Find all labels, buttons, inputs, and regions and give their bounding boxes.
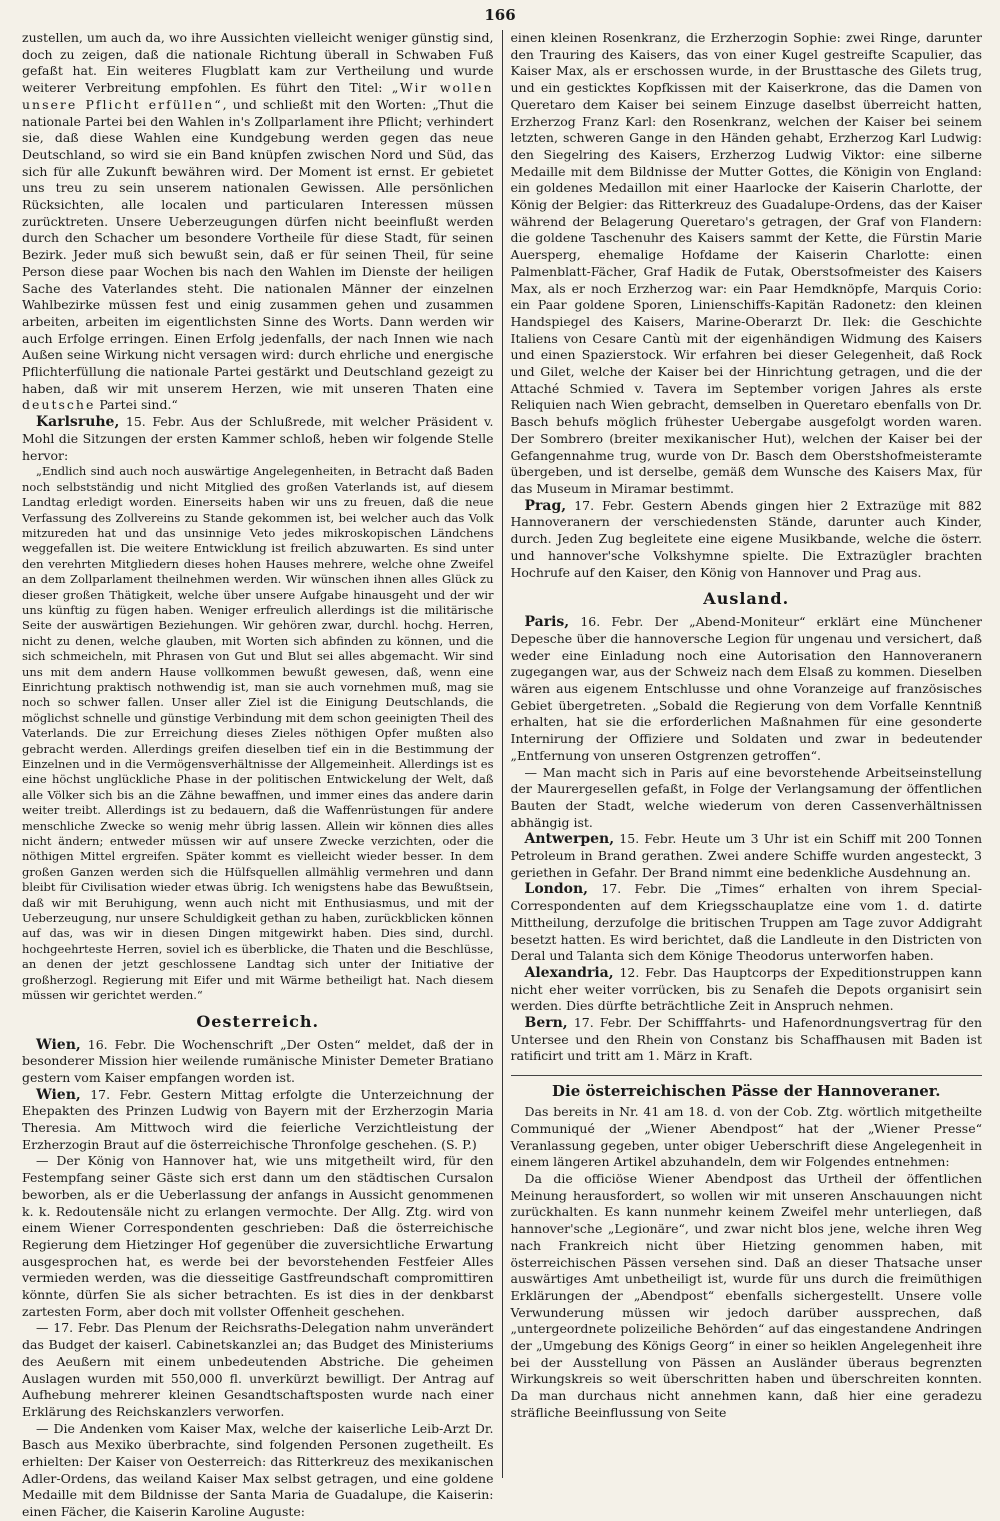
dateline: Paris, <box>524 614 570 631</box>
paragraph: Da die officiöse Wiener Abendpost das Urtheil der öffentlichen Meinung herausfordert, so wollen wir mit unseren Anschauungen nicht zurückhalten. Es kann nunmehr keinem Zweifel mehr unterliegen, daß hannover'sche „Legionäre“, und zwar nicht blos jene, welche ihren Weg nach Frankreich nicht über Hietzing genommen haben, mit österreichischen Pässen versehen sind. Daß an dieser Thatsache unser auswärtiges Amt unbetheiligt ist, wurde für uns durch die freimüthigen Erklärungen der „Abendpost“ ebenfalls sichergestellt. Unsere volle Verwunderung müssen wir jedoch darüber aussprechen, daß „untergeordnete polizeiliche Behörden“ auf das eingestandene Andringen der „Umgebung des Königs Georg“ in einer so heiklen Angelegenheit ihre bei der Ausstellung von Pässen an Ausländer überaus begrenzten Wirkungskreis so weit überschritten haben und überschreiten konnten. Da man durchaus nicht annehmen kann, daß hier eine geradezu sträfliche Beeinflussung von Seite <box>510 1171 982 1420</box>
dateline: London, <box>524 881 589 898</box>
dateline: Alexandria, <box>524 964 614 981</box>
page-number: 166 <box>484 6 516 24</box>
text: Partei sind.“ <box>99 397 178 413</box>
article-antwerpen <box>511 831 983 881</box>
article-paris <box>511 614 983 764</box>
text: 17. Febr. Die „Times“ erhalten von ihrem Special-Correspondenten auf dem Kriegsschauplatze eine vom 1. d. datirte Mittheilung, derzufolge die britischen Truppen am Tage zuvor Addigraht besetzt hatten. Es wird berichtet, daß die Landleute in den Districten von Deral und Talanta sich dem Könige Theodorus unterworfen haben. <box>510 881 982 964</box>
dateline: Wien, <box>36 1086 81 1103</box>
article-wien-17 <box>22 1087 494 1154</box>
section-heading-oesterreich: Oesterreich. <box>196 1011 320 1031</box>
text: 16. Febr. Der „Abend-Moniteur“ erklärt eine Münchener Depesche über die hannoversche Legion für ungenau und versichert, daß weder eine Einladung noch eine Autorisation den Hannoveranern zugegangen war, aus der Schweiz nach dem Elsaß zu kommen. Dieselben wären aus eigenem Entschlusse und ohne Voranzeige auf französisches Gebiet übergetreten. „Sobald die Regierung von dem Vorfalle Kenntniß erhalten, hat sie die erforderlichen Maßnahmen für eine gesonderte Internirung der Offiziere und Soldaten und zwar in bedeutender „Entfernung von unseren Ostgrenzen getroffen“. <box>510 614 982 763</box>
quote: „Endlich sind auch noch auswärtige Angelegenheiten, in Betracht daß Baden noch selbstständig und nicht Mitglied des großen Vaterlands ist, auf diesem Landtag erledigt worden. Einerseits haben wir uns zu freuen, daß die neue Verfassung des Zollvereins zu Stande gekommen ist, bei welcher auch das Volk mitzureden hat und das unsinnige Veto jedes mikroskopischen Ländchens weggefallen ist. Die weitere Entwicklung ist freilich abzuwarten. Es sind unter den verehrten Mitgliedern dieses hohen Hauses mehrere, welche ohne Zweifel an dem Zollparlament theilnehmen werden. Wir wünschen ihnen alles Glück zu dieser großen Thätigkeit, welche über unsere Aufgabe hinausgeht und der wir uns künftig zu fügen haben. Weniger erfreulich allerdings ist die militärische Seite der auswärtigen Beziehungen. Wir gehören zwar, durchl. hochg. Herren, nicht zu denen, welche glauben, mit Worten sich abfinden zu können, und die sich schmeicheln, mit Phrasen von Gut und Blut sei alles abgemacht. Wir sind uns mit dem andern Hause vollkommen bewußt gewesen, daß, wenn eine Einrichtung praktisch nothwendig ist, man sie auch vornehmen muß, mag sie noch so schwer fallen. Unser aller Ziel ist die Einigung Deutschlands, die möglichst schnelle und günstige Verbindung mit dem schon geeinigten Theil des Vaterlands. Die zur Erreichung dieses Zieles nöthigen Opfer mußten also gebracht werden. Allerdings greifen dieselben tief ein in die Bestimmung der Einzelnen und in die Vermögensverhältnisse der Allgemeinheit. Allerdings ist es eine höchst unglückliche Phase in der politischen Entwickelung der Welt, daß alle Völker sich bis an die Zähne bewaffnen, und immer eines das andere darin weiter treibt. Allerdings ist zu bedauern, daß die Waffenrüstungen für andere menschliche Zwecke so wenig mehr übrig lassen. Allein wir können dies alles nicht ändern; entweder müssen wir auf unsere Zwecke verzichten, oder die nöthigen Mittel ergreifen. Später kommt es vielleicht wieder besser. In dem großen Ganzen werden sich die Hülfsquellen allmählig vermehren und dann bleibt für Civilisation wieder etwas übrig. Ich wenigstens habe das Bewußtsein, daß wir mit Beruhigung, wenn auch nicht mit Enthusiasmus, und mit der Ueberzeugung, nur unsere Schuldigkeit gethan zu haben, zurückblicken können auf das, was wir in diesen Dingen mitgewirkt haben. Dies sind, durchl. hochgeehrteste Herren, soviel ich es überblicke, die Thaten und die Beschlüsse, an denen der jetzt geschlossene Landtag sich unter der Initiative der großherzogl. Regierung mit Eifer und mit Wärme betheiligt hat. Nach diesem müssen wir gerichtet werden.“ <box>22 464 494 1003</box>
article-heading: Die österreichischen Pässe der Hannoveraner. <box>511 1075 983 1100</box>
text: 17. Febr. Gestern Abends gingen hier 2 Extrazüge mit 882 Hannoveranern der verschiedensten Stände, darunter auch Kinder, durch. Jeden Zug begleitete eine eigene Musikbande, welche die österr. und hannover'sche Volkshymne spielte. Die Extrazügler brachten Hochrufe auf den Kaiser, den König von Hannover und Prag aus. <box>510 497 982 580</box>
article-wien-16 <box>22 1037 494 1087</box>
article-bern <box>511 1015 983 1065</box>
text: 15. Febr. Heute um 3 Uhr ist ein Schiff mit 200 Tonnen Petroleum in Brand gerathen. Zwei andere Schiffe wurden angesteckt, 3 geriethen in Gefahr. Der Brand nimmt eine bedenkliche Ausdehnung an. <box>510 831 982 880</box>
article-prag <box>511 498 983 582</box>
paragraph: — Der König von Hannover hat, wie uns mitgetheilt wird, für den Festempfang seiner Gäste sich erst dann um den städtischen Cursalon beworben, als er die Ueberlassung der anfangs in Aussicht genommenen k. k. Redoutensäle nicht zu erlangen vermochte. Der Allg. Ztg. wird von einem Wiener Correspondenten geschrieben: Daß die österreichische Regierung dem Hietzinger Hof gegenüber die zuversichtliche Erwartung ausgesprochen hat, es werde bei der bevorstehenden Festfeier Alles vermieden werden, was die diesseitige Gastfreundschaft compromittiren könnte, dürfen Sie als sicher betrachten. Es ist dies in der denkbarst zartesten Form, aber doch mit vollster Offenheit geschehen. <box>22 1153 494 1319</box>
paragraph: Das bereits in Nr. 41 am 18. d. von der Cob. Ztg. wörtlich mitgetheilte Communiqué der „Wiener Abendpost“ hat der „Wiener Presse“ Veranlassung gegeben, unter obiger Ueberschrift diese Angelegenheit in einem längeren Artikel abzuhandeln, dem wir Folgendes entnehmen: <box>510 1104 982 1170</box>
text: 17. Febr. Der Schifffahrts- und Hafenordnungsvertrag für den Untersee und den Rhein von Constanz bis Schaffhausen mit Baden ist ratificirt und tritt am 1. März in Kraft. <box>510 1015 982 1064</box>
article-karlsruhe <box>22 414 494 464</box>
text: 15. Febr. Aus der Schlußrede, mit welcher Präsident v. Mohl die Sitzungen der ersten Kammer schloß, heben wir folgende Stelle hervor: <box>22 414 494 463</box>
paragraph: — Man macht sich in Paris auf eine bevorstehende Arbeitseinstellung der Maurergesellen gefaßt, in Folge der Verlangsamung der öffentlichen Bauten der Stadt, welche wiederum von deren Cassenverhältnissen abhängig ist. <box>510 764 982 830</box>
dateline: Bern, <box>524 1015 568 1032</box>
text: 17. Febr. Gestern Mittag erfolgte die Unterzeichnung der Ehepakten des Prinzen Ludwig von Bayern mit der Erzherzogin Maria Theresia. Am Mittwoch wird die feierliche Verzichtleistung der Erzherzogin Braut auf die österreichische Thronfolge geschehen. (S. P.) <box>22 1086 494 1152</box>
dateline: Antwerpen, <box>524 831 615 848</box>
dateline: Prag, <box>524 497 567 514</box>
right-column <box>503 30 983 1478</box>
dateline: Wien, <box>36 1036 81 1053</box>
text: zustellen, um auch da, wo ihre Aussichten vielleicht weniger günstig sind, doch zu zeigen, daß die nationale Richtung überall in Schwaben Fuß gefaßt hat. Ein weiteres Flugblatt kam zur Vertheilung und wurde weiterer Verbreitung empfohlen. Es führt den Titel: <box>22 30 494 96</box>
paragraph: — Die Andenken vom Kaiser Max, welche der kaiserliche Leib-Arzt Dr. Basch aus Mexiko überbrachte, sind folgenden Personen zugetheilt. Es erhielten: Der Kaiser von Oesterreich: das Ritterkreuz des mexikanischen Adler-Ordens, das weiland Kaiser Max selbst getragen, und eine goldene Medaille mit dem Bildnisse der Santa Maria de Guadalupe, die Kaiserin: einen Fächer, die Kaiserin Karoline Auguste: <box>22 1420 494 1520</box>
article-alexandria <box>511 965 983 1015</box>
text: 12. Febr. Das Hauptcorps der Expeditionstruppen kann nicht eher weiter vorrücken, bis zu Senafeh die Depots organisirt sein werden. Dies dürfte beträchtliche Zeit in Anspruch nehmen. <box>510 964 982 1014</box>
text: 16. Febr. Die Wochenschrift „Der Osten“ meldet, daß der in besonderer Mission hier weilende rumänische Minister Demeter Bratiano gestern vom Kaiser empfangen worden ist. <box>22 1036 494 1085</box>
text: , und schließt mit den Worten: „Thut die nationale Partei bei den Wahlen in's Zollparlament ihre Pflicht; verhindert sie, daß diese Wahlen eine Kundgebung werden gegen das neue Deutschland, so wird sie ein Band knüpfen zwischen Nord und Süd, das sich für alle Zukunft bewähren wird. Der Moment ist ernst. Er gebietet uns treu zu sein unserem nationalen Gewissen. Alle persönlichen Rücksichten, alle localen und particularen Interessen müssen zurücktreten. Unsere Ueberzeugungen dürfen nicht beeinflußt werden durch den Schacher um besondere Vortheile für diese Stadt, für seinen Bezirk. Jeder muß sich bewußt sein, daß er für seinen Theil, für seine Person diese paar Wochen bis nach den Wahlen im Dienste der heiligen Sache des Vaterlandes steht. Die nationalen Männer der einzelnen Wahlbezirke müssen fest und einig zusammen gehen und zusammen arbeiten, arbeiten im eigentlichsten Sinne des Worts. Dann werden wir auch Erfolge erringen. Einen Erfolg jedenfalls, der nach Innen wie nach Außen seine Wirkung nicht versagen wird: durch ehrliche und energische Pflichterfüllung die nationale Partei gestärkt und Deutschland gezeigt zu haben, daß wir mit unserem Herzen, wie mit unseren Thaten eine <box>22 96 494 396</box>
emphasis: deutsche <box>22 397 96 413</box>
left-column <box>22 30 502 1520</box>
paragraph <box>22 30 494 414</box>
article-london <box>511 881 983 965</box>
section-heading-ausland: Ausland. <box>703 589 790 609</box>
columns <box>22 30 982 1520</box>
dateline: Karlsruhe, <box>36 414 120 431</box>
paragraph: — 17. Febr. Das Plenum der Reichsraths-Delegation nahm unverändert das Budget der kaiserl. Cabinetskanzlei an; das Budget des Ministeriums des Aeußern mit einem unbedeutenden Abstriche. Die geheimen Auslagen wurden mit 550,000 fl. unverkürzt bewilligt. Der Antrag auf Aufhebung mehrerer kleinen Gesandtschaftsposten wurde nach einer Erklärung des Reichskanzlers verworfen. <box>22 1320 494 1419</box>
flyer-title: „Wir wollen unsere Pflicht erfüllen“ <box>22 80 494 112</box>
paragraph: einen kleinen Rosenkranz, die Erzherzogin Sophie: zwei Ringe, darunter den Trauring des Kaisers, das von einer Kugel gestreifte Scapulier, das Kaiser Max, als er erschossen wurde, in der Brusttasche des Gilets trug, und ein gesticktes Kopfkissen mit der Kaiserkrone, das die Damen von Queretaro dem Kaiser bei seinem Einzuge daselbst überreicht hatten, Erzherzog Franz Karl: den Rosenkranz, welchen der Kaiser bei seinem letzten, schweren Gange in den Händen gehabt, Erzherzog Karl Ludwig: den Siegelring des Kaisers, Erzherzog Ludwig Viktor: eine silberne Medaille mit dem Bildnisse der Mutter Gottes, die Königin von England: ein goldenes Medaillon mit einer Haarlocke der Kaiserin Charlotte, der König der Belgier: das Ritterkreuz des Guadalupe-Ordens, das der Kaiser während der Belagerung Queretaro's getragen, der Graf von Flandern: die goldene Taschenuhr des Kaisers sammt der Kette, die Fürstin Marie Auersperg, ehemalige Hofdame der Kaiserin Charlotte: einen Palmenblatt-Fächer, Graf Hadik de Futak, Oberstsofmeister des Kaisers Max, als er noch Erzherzog war: ein Paar Hemdknöpfe, Marquis Corio: ein Paar goldene Sporen, Linienschiffs-Kapitän Radonetz: den kleinen Handspiegel des Kaisers, Marine-Oberarzt Dr. Ilek: die Geschichte Italiens von Cesare Cantù mit der eigenhändigen Widmung des Kaisers und einen Spazierstock. Wir erfahren bei dieser Gelegenheit, daß Rock und Gilet, welche der Kaiser bei der Hinrichtung getragen, und die der Attaché Schmied v. Tavera im September vorigen Jahres als erste Reliquien nach Wien gebracht, demselben in Queretaro ebenfalls von Dr. Basch behufs möglich frühester Uebergabe ausgefolgt worden waren. Der Sombrero (breiter mexikanischer Hut), welchen der Kaiser bei der Gefangennahme trug, wurde von Dr. Basch dem Oberstshofmeisteramte übergeben, und ist derselbe, gemäß dem Wunsche des Kaisers Max, für das Museum in Miramar bestimmt. <box>510 30 982 496</box>
